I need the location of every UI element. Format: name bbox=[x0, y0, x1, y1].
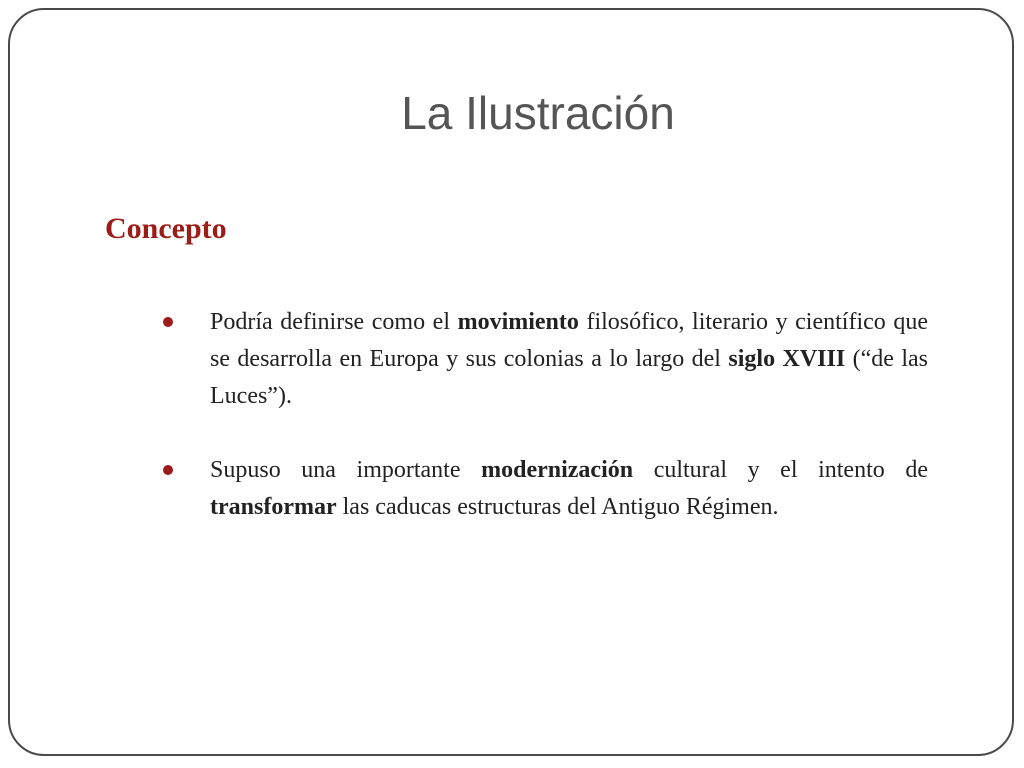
text-run: (“de las Luces”). bbox=[210, 346, 929, 409]
text-run: cultural y el intento de bbox=[633, 457, 929, 483]
slide-title: La Ilustración bbox=[401, 87, 675, 139]
bold-keyword: siglo XVIII bbox=[728, 346, 846, 372]
text-run: las caducas estructuras del Antiguo Régimen. bbox=[336, 494, 779, 520]
bullet-text bbox=[210, 309, 928, 409]
bullet-dot-icon bbox=[163, 317, 173, 327]
bullet-item-modernization bbox=[150, 452, 928, 526]
bullet-dot-icon bbox=[163, 465, 173, 475]
slide-subtitle: Concepto bbox=[105, 212, 227, 245]
text-run: Supuso una importante bbox=[210, 457, 482, 483]
bold-keyword: modernización bbox=[481, 457, 634, 483]
bullet-item-definition bbox=[150, 304, 928, 415]
text-run: Podría definirse como el bbox=[210, 309, 458, 335]
bold-keyword: transformar bbox=[210, 494, 337, 520]
bullet-list bbox=[150, 304, 928, 563]
bold-keyword: movimiento bbox=[457, 309, 579, 335]
bullet-text bbox=[210, 457, 928, 520]
text-run: filosófico, literario y científico que se desarrolla en Europa y sus colonias a lo largo del bbox=[210, 309, 928, 372]
